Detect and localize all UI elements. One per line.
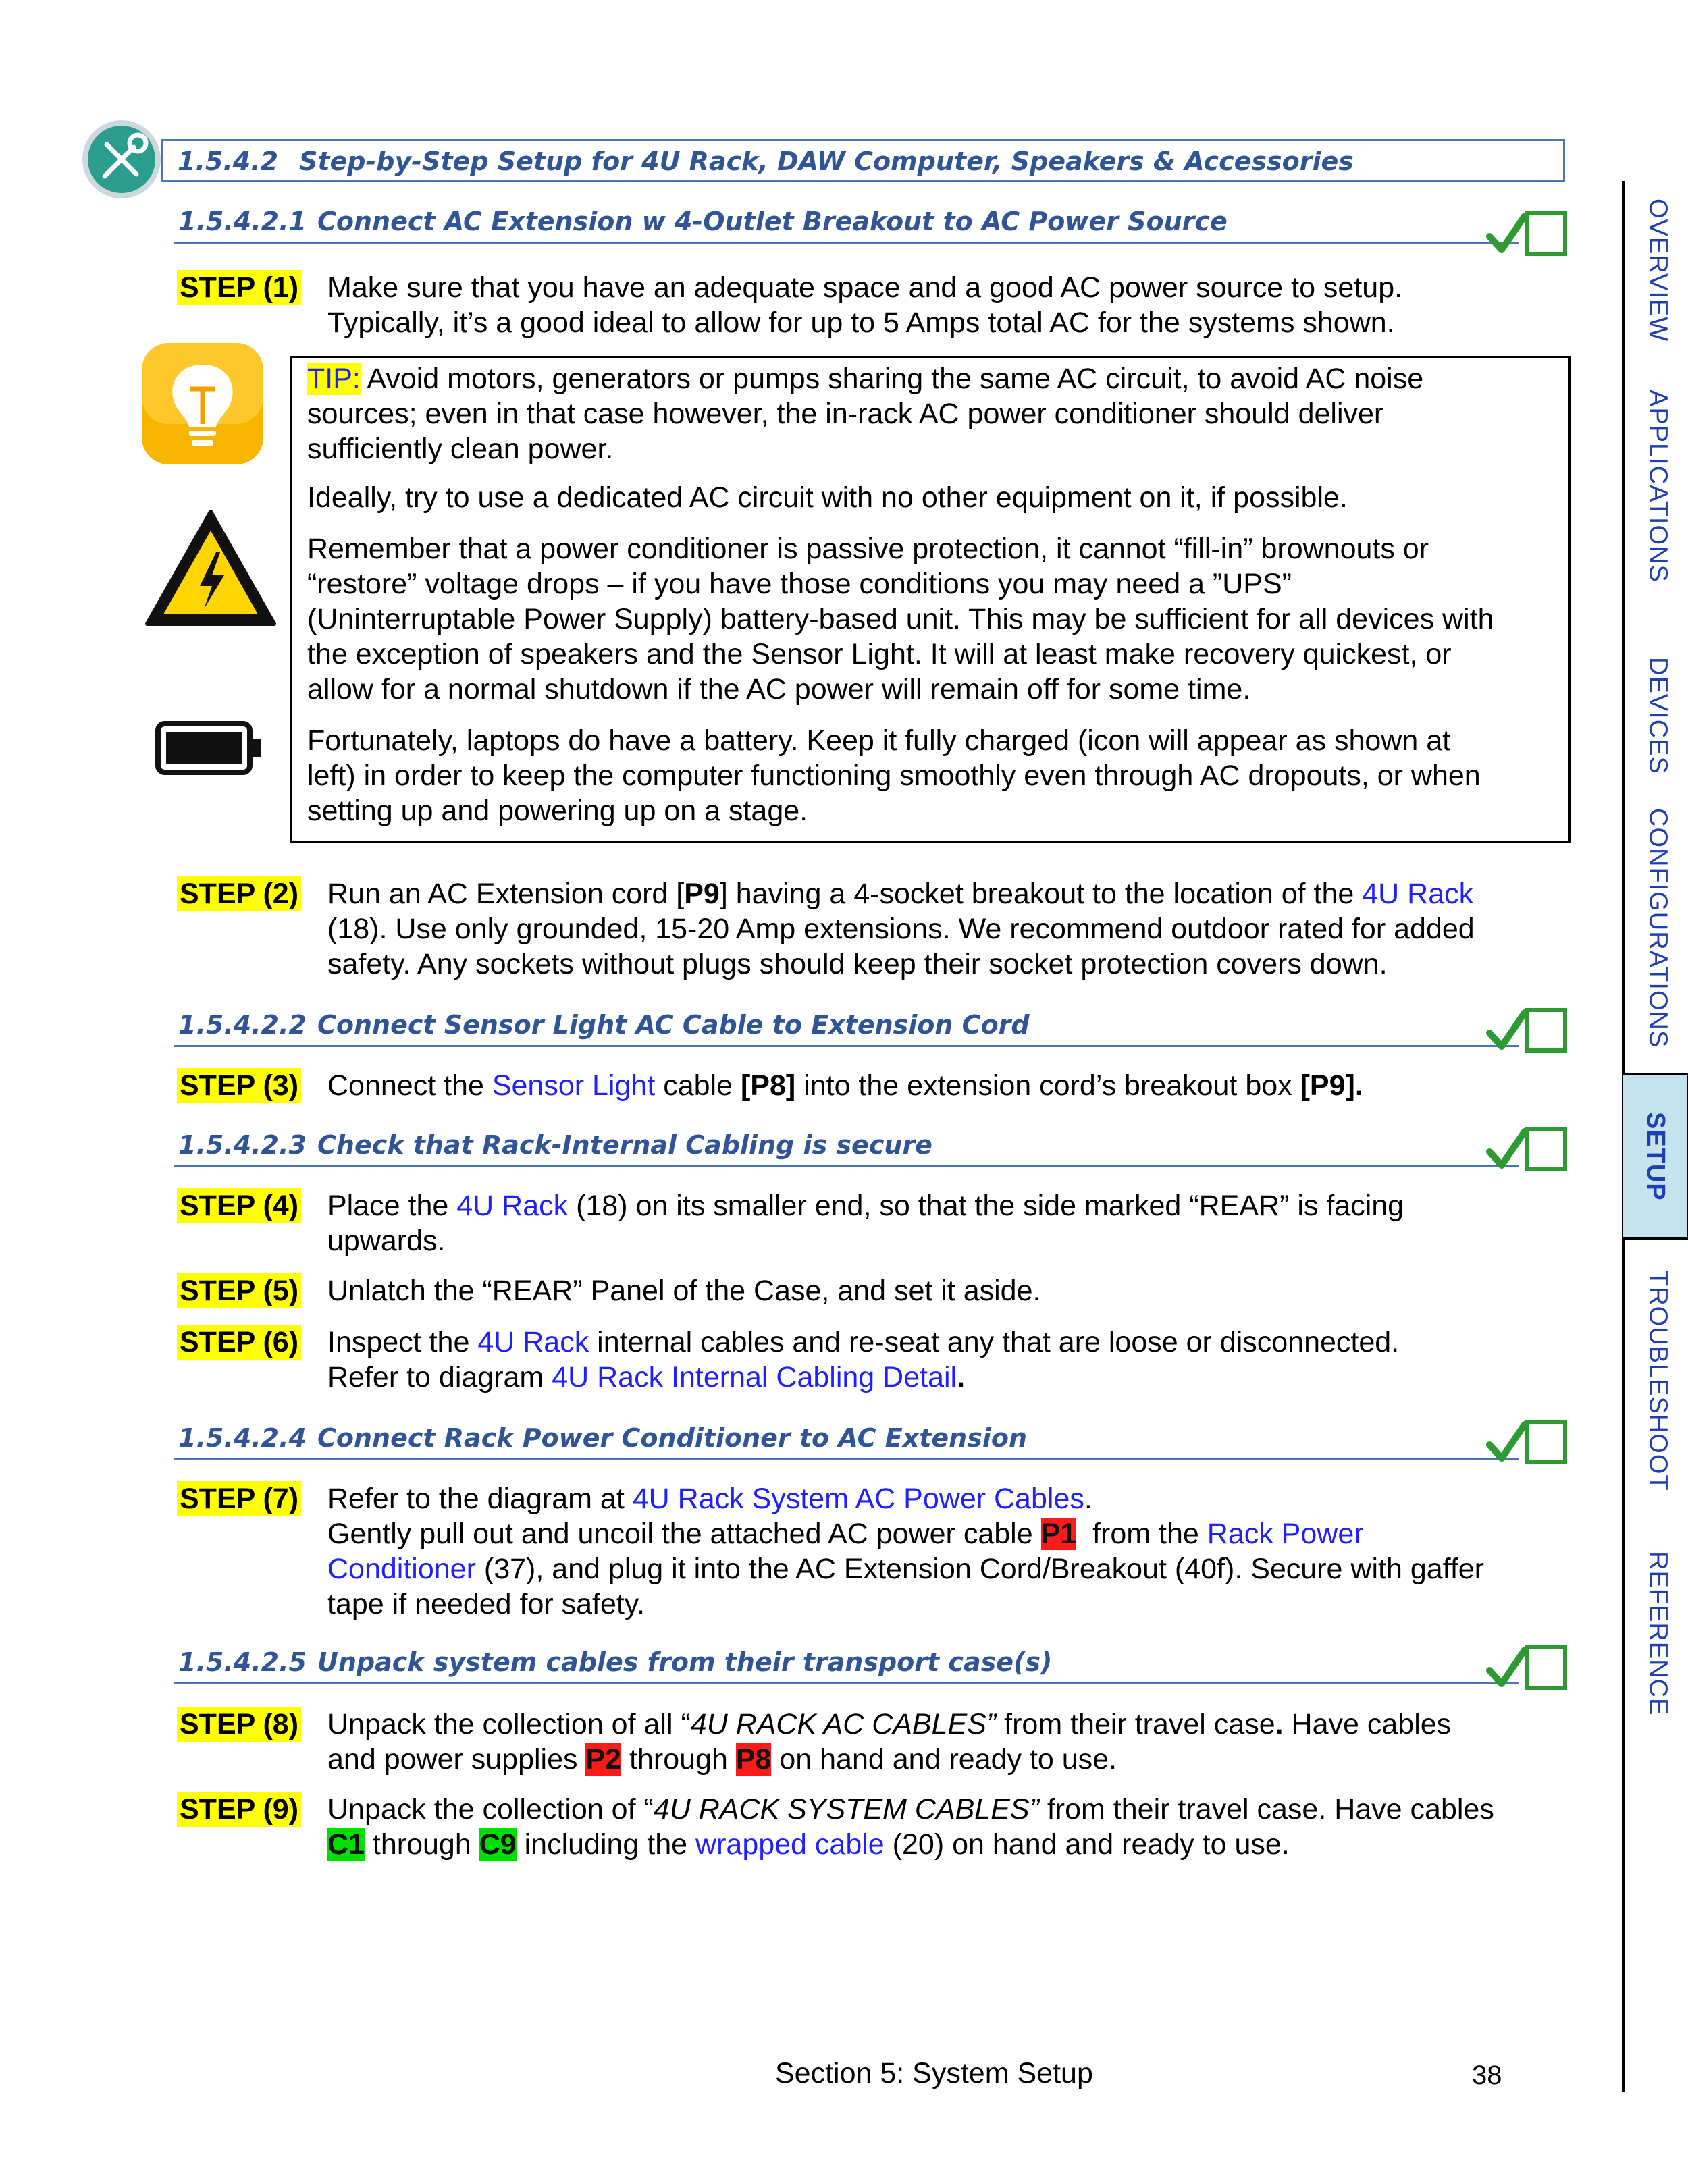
text-span: (37), and plug it into the AC Extension Cord/Breakout (40f). Secure with gaffer xyxy=(475,1553,1484,1585)
text-span: . xyxy=(957,1361,966,1393)
step-text xyxy=(327,1481,1556,1622)
step-text: Unlatch the “REAR” Panel of the Case, and set it aside. xyxy=(327,1275,1041,1307)
nav-label: SETUP xyxy=(1641,1112,1670,1201)
tip-line: “restore” voltage drops – if you have those conditions you may need a ”UPS” xyxy=(307,568,1292,600)
text-span: from their travel case xyxy=(996,1708,1275,1740)
checkmark-box-icon[interactable] xyxy=(1485,1418,1569,1468)
step-label: STEP (1) xyxy=(177,270,301,305)
tip-line: sources; even in that case however, the in-rack AC power conditioner should deliver xyxy=(307,398,1384,430)
tip-line: left) in order to keep the computer functioning smoothly even through AC dropouts, or when xyxy=(307,760,1481,792)
text-span: (18) on its smaller end, so that the side marked “REAR” is facing xyxy=(568,1190,1404,1222)
step-text xyxy=(327,1792,1556,1862)
subsection-title: Connect Sensor Light AC Cable to Extension Cord xyxy=(317,1010,1030,1040)
step-label: STEP (3) xyxy=(177,1068,301,1103)
step-label: STEP (9) xyxy=(177,1792,301,1827)
text-span: into the extension cord’s breakout box xyxy=(795,1069,1300,1102)
tip-paragraph: Ideally, try to use a dedicated AC circuit with no other equipment on it, if possible. xyxy=(307,481,1348,514)
text-span: Unpack the collection of “ xyxy=(327,1793,654,1826)
text-span: through xyxy=(364,1828,479,1861)
cable-ref: [P8] xyxy=(740,1069,796,1102)
subsection-header xyxy=(174,1423,1519,1460)
text-span: from the xyxy=(1076,1518,1207,1550)
tip-box xyxy=(290,356,1571,843)
cable-tag: C1 xyxy=(327,1828,365,1861)
battery-icon xyxy=(155,721,263,775)
step-label: STEP (8) xyxy=(177,1707,301,1742)
text-span: on hand and ready to use. xyxy=(771,1743,1117,1776)
step-label: STEP (6) xyxy=(177,1325,301,1360)
power-conditioner-link[interactable]: Conditioner xyxy=(327,1553,476,1585)
tip-paragraph xyxy=(307,723,1563,828)
cable-tag: P8 xyxy=(735,1743,772,1776)
subsection-title: Unpack system cables from their transport case(s) xyxy=(317,1647,1053,1677)
subsection-header xyxy=(174,1647,1519,1684)
text-span: 4U RACK AC CABLES” xyxy=(690,1708,997,1740)
tip-paragraph xyxy=(307,361,1563,467)
step-line: Make sure that you have an adequate space and a good AC power source to setup. xyxy=(327,271,1403,304)
page-number: 38 xyxy=(1472,2060,1502,2090)
4u-rack-link[interactable]: 4U Rack xyxy=(456,1190,569,1222)
nav-label: OVERVIEW xyxy=(1643,198,1672,342)
tip-line: (Uninterruptable Power Supply) battery-based unit. This may be sufficient for all devices with xyxy=(307,603,1494,635)
text-span: Have cables xyxy=(1283,1708,1452,1740)
nav-label: REFERENCE xyxy=(1643,1551,1672,1716)
tip-line: Fortunately, laptops do have a battery. Keep it fully charged (icon will appear as shown at xyxy=(307,724,1451,757)
text-span: cable xyxy=(655,1069,741,1102)
tip-line: Remember that a power conditioner is passive protection, it cannot “fill-in” brownouts or xyxy=(307,533,1429,565)
step-label: STEP (2) xyxy=(177,876,301,911)
subsection-number: 1.5.4.2.5 xyxy=(178,1647,307,1677)
step-text xyxy=(327,1707,1556,1777)
wrapped-cable-link[interactable]: wrapped cable xyxy=(695,1828,885,1861)
text-span: through xyxy=(621,1743,736,1776)
checkmark-box-icon[interactable] xyxy=(1485,1006,1569,1056)
step-label: STEP (7) xyxy=(177,1481,301,1516)
text-span: Inspect the xyxy=(327,1326,478,1358)
text-span: . xyxy=(1275,1708,1284,1740)
nav-tab-troubleshoot[interactable] xyxy=(1617,1269,1688,1492)
lightbulb-icon xyxy=(140,342,265,466)
text-span: internal cables and re-seat any that are loose or disconnected. xyxy=(589,1326,1400,1358)
nav-tab-devices[interactable] xyxy=(1617,641,1688,790)
nav-label: TROUBLESHOOT xyxy=(1643,1270,1672,1491)
tip-line: Avoid motors, generators or pumps sharing the same AC circuit, to avoid AC noise xyxy=(367,363,1424,395)
text-span: 4U RACK SYSTEM CABLES” xyxy=(653,1793,1039,1826)
text-span: from their travel case. Have cables xyxy=(1038,1793,1494,1826)
setup-tools-icon xyxy=(81,119,162,200)
nav-tab-configurations[interactable] xyxy=(1617,808,1688,1048)
subsection-number: 1.5.4.2.1 xyxy=(178,207,307,236)
subsection-number: 1.5.4.2.3 xyxy=(178,1130,307,1160)
nav-label: CONFIGURATIONS xyxy=(1643,808,1672,1048)
step-text xyxy=(327,1325,1556,1395)
power-conditioner-link[interactable]: Rack Power xyxy=(1207,1518,1364,1550)
warning-triangle-icon xyxy=(143,508,278,629)
tip-line: the exception of speakers and the Sensor Light. It will at least make recovery quickest, or xyxy=(307,638,1452,670)
cable-tag: C9 xyxy=(479,1828,517,1861)
nav-label: APPLICATIONS xyxy=(1643,390,1672,583)
nav-tab-overview[interactable] xyxy=(1617,189,1688,351)
subsection-header xyxy=(174,1010,1519,1047)
text-span: Connect the xyxy=(327,1069,492,1102)
subsection-header xyxy=(174,207,1519,244)
text-span: (20) on hand and ready to use. xyxy=(884,1828,1290,1861)
checkmark-box-icon[interactable] xyxy=(1485,1643,1569,1693)
cable-ref: [P9]. xyxy=(1300,1069,1363,1102)
step-line: safety. Any sockets without plugs should keep their socket protection covers down. xyxy=(327,948,1388,980)
tip-line: setting up and powering up on a stage. xyxy=(307,795,808,827)
text-span: Refer to diagram xyxy=(327,1361,552,1393)
subsection-title: Connect AC Extension w 4-Outlet Breakout to AC Power Source xyxy=(317,207,1228,236)
section-header xyxy=(161,139,1565,182)
internal-cabling-link[interactable]: 4U Rack Internal Cabling Detail xyxy=(552,1361,957,1393)
text-span: Refer to the diagram at xyxy=(327,1483,633,1515)
step-text xyxy=(327,1188,1556,1258)
text-span: Gently pull out and uncoil the attached AC power cable xyxy=(327,1518,1041,1550)
sensor-light-link[interactable]: Sensor Light xyxy=(492,1069,656,1102)
nav-tab-reference[interactable] xyxy=(1617,1546,1688,1722)
subsection-title: Check that Rack-Internal Cabling is secure xyxy=(317,1130,932,1160)
subsection-title: Connect Rack Power Conditioner to AC Extension xyxy=(317,1423,1028,1453)
section-title: Step-by-Step Setup for 4U Rack, DAW Computer, Speakers & Accessories xyxy=(299,147,1354,176)
subsection-number: 1.5.4.2.2 xyxy=(178,1010,307,1040)
checkmark-box-icon[interactable] xyxy=(1485,209,1569,259)
text-span: Unpack the collection of all “ xyxy=(327,1708,691,1740)
text-span: Run an AC Extension cord [ xyxy=(327,878,685,910)
nav-tab-setup[interactable] xyxy=(1623,1073,1688,1240)
step-label: STEP (5) xyxy=(177,1273,301,1308)
4u-rack-link[interactable]: 4U Rack xyxy=(477,1326,589,1358)
subsection-header xyxy=(174,1130,1519,1167)
cable-ref: P9 xyxy=(684,878,720,910)
tip-paragraph xyxy=(307,531,1563,707)
ac-power-cables-link[interactable]: 4U Rack System AC Power Cables xyxy=(632,1483,1084,1515)
checkmark-box-icon[interactable] xyxy=(1485,1125,1569,1175)
step-text xyxy=(327,270,1556,340)
4u-rack-link[interactable]: 4U Rack xyxy=(1362,878,1474,910)
tip-label: TIP: xyxy=(307,363,361,395)
step-text xyxy=(327,876,1556,982)
step-label: STEP (4) xyxy=(177,1188,301,1223)
subsection-number: 1.5.4.2.4 xyxy=(178,1423,307,1453)
tip-line: allow for a normal shutdown if the AC power will remain off for some time. xyxy=(307,673,1251,705)
text-span: Place the xyxy=(327,1190,457,1222)
step-line: Typically, it’s a good ideal to allow for up to 5 Amps total AC for the systems shown. xyxy=(327,307,1395,339)
text-span: and power supplies xyxy=(327,1743,586,1776)
step-line: upwards. xyxy=(327,1225,446,1257)
step-text xyxy=(327,1068,1556,1103)
cable-tag: P1 xyxy=(1040,1518,1077,1550)
step-line: tape if needed for safety. xyxy=(327,1588,645,1620)
text-span: including the xyxy=(516,1828,696,1861)
text-span: . xyxy=(1084,1483,1092,1515)
tip-line: sufficiently clean power. xyxy=(307,433,614,465)
nav-tab-applications[interactable] xyxy=(1617,392,1688,581)
step-line: (18). Use only grounded, 15-20 Amp extensions. We recommend outdoor rated for added xyxy=(327,913,1475,945)
nav-label: DEVICES xyxy=(1643,657,1672,774)
cable-tag: P2 xyxy=(585,1743,622,1776)
text-span: ] having a 4-socket breakout to the location of the xyxy=(719,878,1363,910)
footer-section: Section 5: System Setup xyxy=(775,2057,1093,2089)
section-number: 1.5.4.2 xyxy=(178,147,279,176)
